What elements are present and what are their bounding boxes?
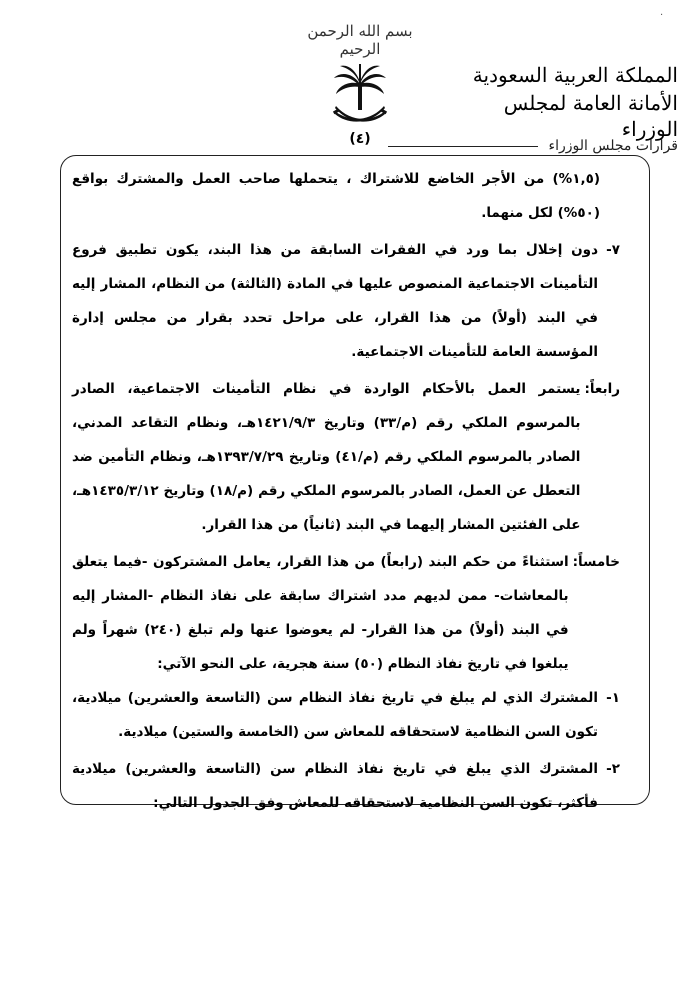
item-7-text: دون إخلال بما ورد في الفقرات السابقة من هذا البند، يكون تطبيق فروع التأمينات الاجتماعية المنصوص عليها في المادة (الثالثة) من النظام، المشار إليه في البند (أولاً) من هذا القرار، على مراحل تحدد بقرار من مجلس إدارة المؤسسة العامة للتأمينات الاجتماعية. — [72, 242, 598, 360]
basmala: بسم الله الرحمن الرحيم — [307, 22, 413, 58]
clause-fourth-text: يستمر العمل بالأحكام الواردة في نظام التأمينات الاجتماعية، الصادر بالمرسوم الملكي رقم (م/٣٣) وتاريخ ١٤٢١/٩/٣هـ، ونظام التقاعد المدني، الصادر بالمرسوم الملكي رقم (م/٤١) وتاريخ ١٣٩٣/٧/٢٩هـ، ونظام التأمين ضد التعطل عن العمل، الصادر بالمرسوم الملكي رقم (م/١٨) وتاريخ ١٤٣٥/٣/١٢هـ، على الفئتين المشار إليهما في البند (ثانياً) من هذا القرار. — [72, 381, 581, 533]
sub-item-2 — [72, 752, 620, 820]
letterhead — [468, 62, 678, 142]
clause-fifth — [72, 545, 620, 681]
document-body — [72, 162, 620, 820]
secretariat-name: الأمانة العامة لمجلس الوزراء — [503, 91, 678, 141]
palm-swords-emblem-icon — [330, 62, 390, 128]
decree-label-text: قرارات مجلس الوزراء — [548, 138, 678, 154]
decree-label — [378, 138, 678, 154]
sub-item-1 — [72, 681, 620, 749]
sub-item-1-text: المشترك الذي لم يبلغ في تاريخ نفاذ النظام سن (التاسعة والعشرين) ميلادية، تكون السن النظامية لاستحقاقه للمعاش سن (الخامسة والستين) ميلادية. — [72, 690, 598, 740]
sub-item-2-number: ٢- — [606, 761, 620, 777]
continuation-paragraph: (١,٥%) من الأجر الخاضع للاشتراك ، يتحملها صاحب العمل والمشترك بواقع (٥٠%) لكل منهما. — [72, 171, 600, 221]
kingdom-name: المملكة العربية السعودية — [472, 63, 678, 87]
item-7-number: ٧- — [606, 242, 620, 258]
item-7 — [72, 233, 620, 369]
sub-item-1-number: ١- — [606, 690, 620, 706]
clause-fifth-text: استثناءً من حكم البند (رابعاً) من هذا القرار، يعامل المشتركون -فيما يتعلق بالمعاشات- ممن لديهم مدد اشتراك سابقة على نفاذ النظام -المشار إليه في البند (أولاً) من هذا القرار- لم يعوضوا عنها ولم تبلغ (٢٤٠) شهراً ولم يبلغوا في تاريخ نفاذ النظام (٥٠) سنة هجرية، على النحو الآتي: — [72, 554, 569, 672]
corner-mark: · — [660, 10, 664, 21]
clause-fourth — [72, 372, 620, 542]
sub-item-2-text: المشترك الذي يبلغ في تاريخ نفاذ النظام سن (التاسعة والعشرين) ميلادية فأكثر، تكون السن النظامية لاستحقاقه للمعاش وفق الجدول التالي: — [72, 761, 598, 811]
clause-fourth-label: رابعاً: — [584, 381, 620, 397]
decree-divider — [388, 146, 538, 147]
clause-fifth-label: خامساً: — [572, 554, 620, 570]
page-number: (٤) — [349, 131, 371, 147]
